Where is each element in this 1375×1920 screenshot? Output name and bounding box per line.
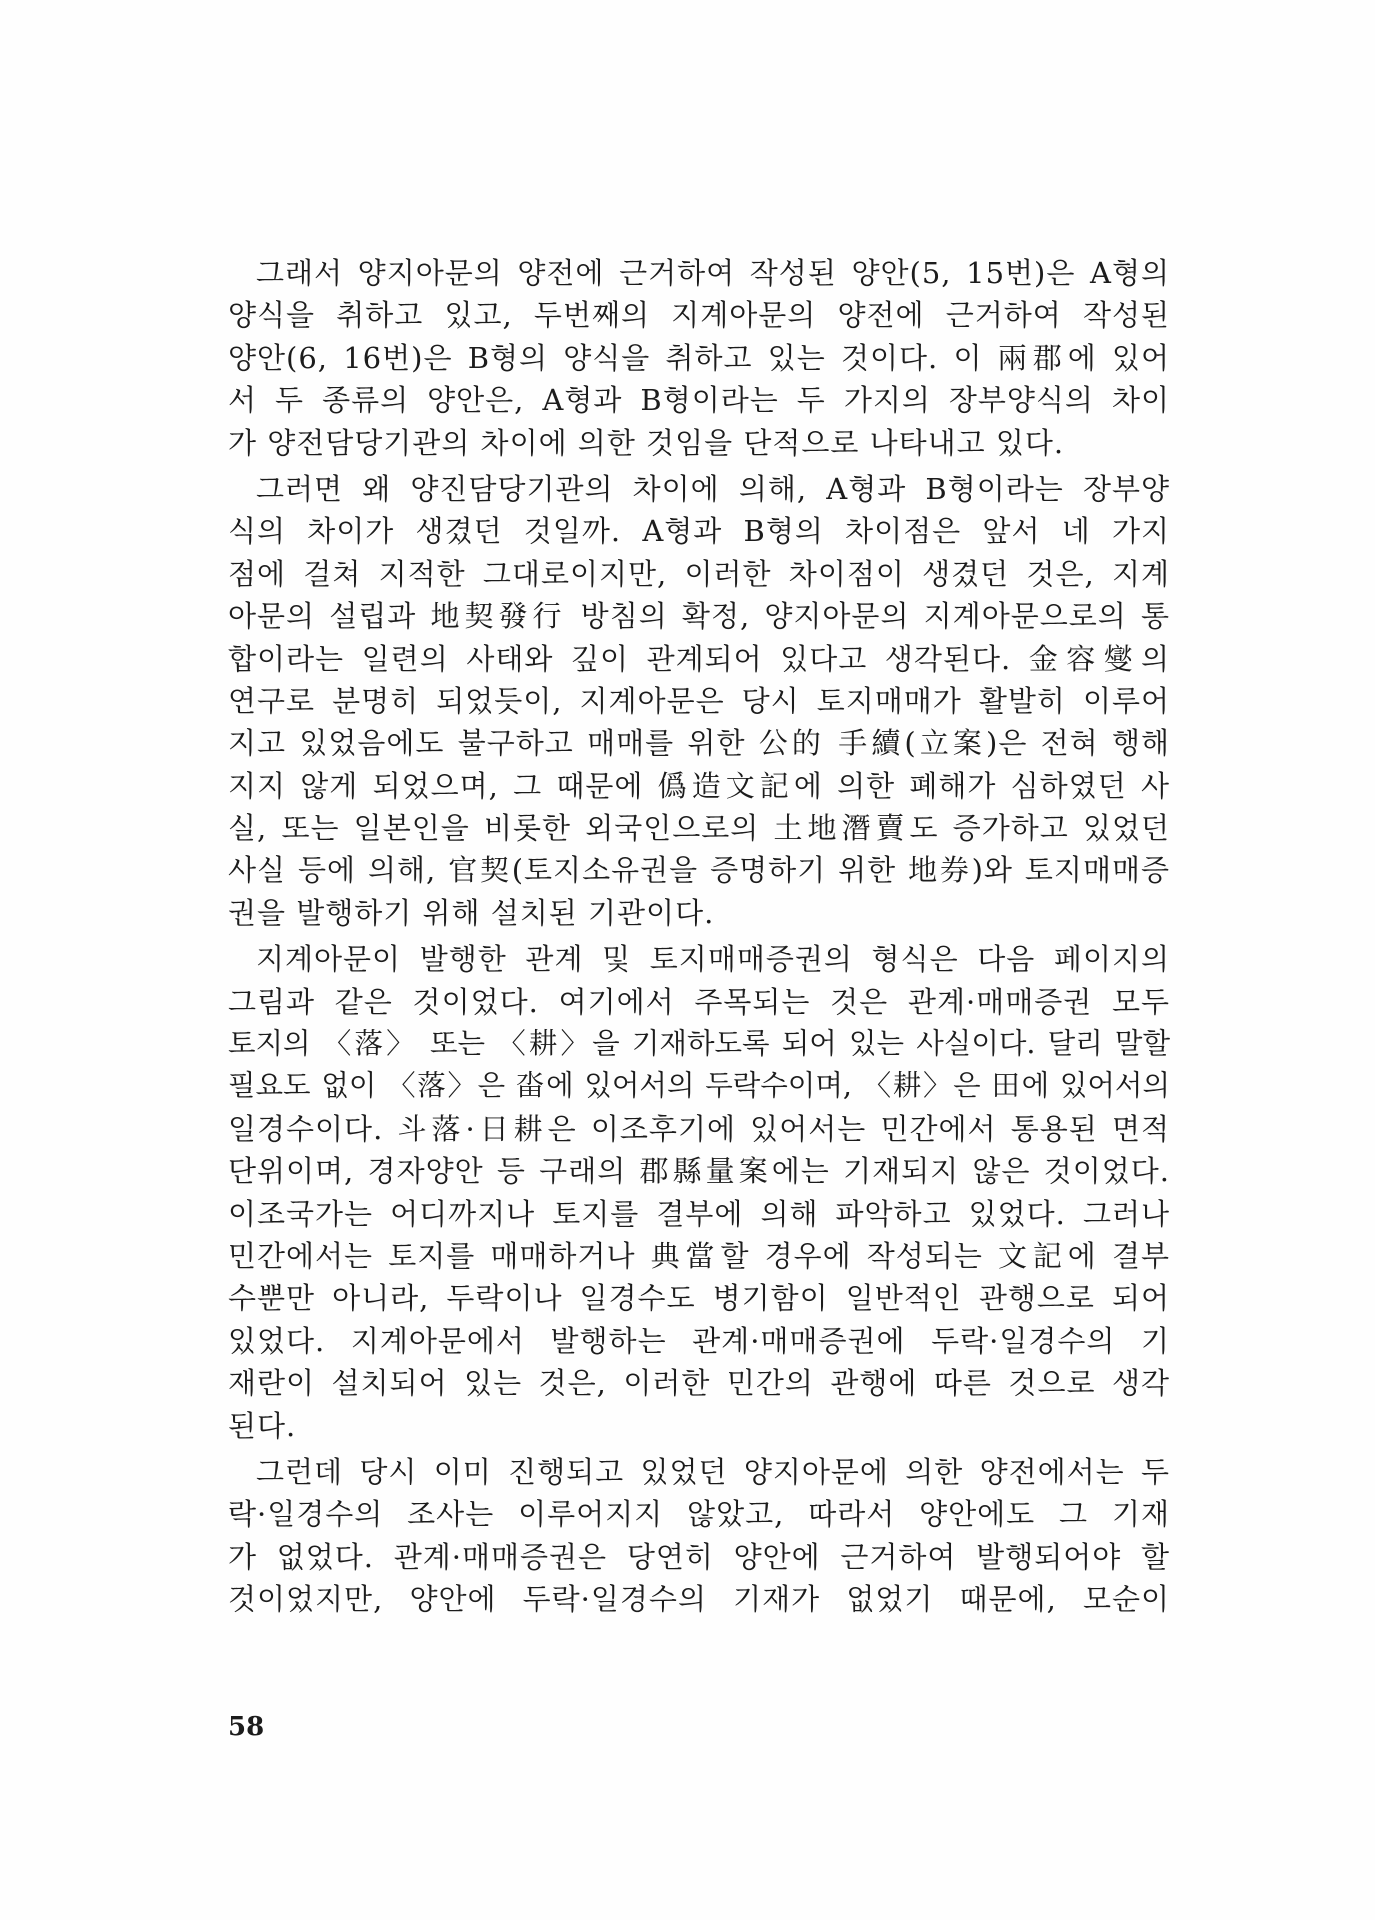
text-line: 양안(6, 16번)은 B형의 양식을 취하고 있는 것이다. 이 兩郡에 있어 [228,340,1170,375]
body-text [228,252,1170,1621]
text-line: 합이라는 일련의 사태와 깊이 관계되어 있다고 생각된다. 金容燮의 [228,641,1170,676]
text-line: 점에 걸쳐 지적한 그대로이지만, 이러한 차이점이 생겼던 것은, 지계 [228,556,1170,591]
text-line: 있었다. 지계아문에서 발행하는 관계·매매증권에 두락·일경수의 기 [228,1323,1170,1358]
text-line: 아문의 설립과 地契發行 방침의 확정, 양지아문의 지계아문으로의 통 [228,599,1170,634]
text-line: 것이었지만, 양안에 두락·일경수의 기재가 없었기 때문에, 모순이 [228,1582,1170,1617]
paragraph-3 [228,938,1170,1447]
text-line: 락·일경수의 조사는 이루어지지 않았고, 따라서 양안에도 그 기재 [228,1497,1170,1532]
text-line: 지지 않게 되었으며, 그 때문에 僞造文記에 의한 폐해가 심하였던 사 [228,768,1170,803]
text-line: 식의 차이가 생겼던 것일까. A형과 B형의 차이점은 앞서 네 가지 [228,514,1170,549]
text-line: 그래서 양지아문의 양전에 근거하여 작성된 양안(5, 15번)은 A형의 [256,256,1170,290]
text-line: 연구로 분명히 되었듯이, 지계아문은 당시 토지매매가 활발히 이루어 [228,683,1170,718]
text-line: 토지의 〈落〉 또는 〈耕〉을 기재하도록 되어 있는 사실이다. 달리 말할 [228,1027,1170,1061]
text-line: 수뿐만 아니라, 두락이나 일경수도 병기함이 일반적인 관행으로 되어 [228,1281,1170,1316]
text-line: 필요도 없이 〈落〉은 畓에 있어서의 두락수이며, 〈耕〉은 田에 있어서의 [228,1069,1170,1103]
text-line: 권을 발행하기 위해 설치된 기관이다. [228,895,715,930]
text-line: 재란이 설치되어 있는 것은, 이러한 민간의 관행에 따른 것으로 생각 [228,1366,1170,1401]
text-line: 된다. [228,1408,297,1443]
text-line: 사실 등에 의해, 官契(토지소유권을 증명하기 위한 地券)와 토지매매증 [228,853,1170,888]
text-line: 양식을 취하고 있고, 두번째의 지계아문의 양전에 근거하여 작성된 [228,298,1170,333]
text-line: 민간에서는 토지를 매매하거나 典當할 경우에 작성되는 文記에 결부 [228,1238,1170,1273]
text-line: 그림과 같은 것이었다. 여기에서 주목되는 것은 관계·매매증권 모두 [228,984,1170,1019]
text-line: 단위이며, 경자양안 등 구래의 郡縣量案에는 기재되지 않은 것이었다. [228,1154,1170,1189]
text-line: 지계아문이 발행한 관계 및 토지매매증권의 형식은 다음 페이지의 [256,942,1170,977]
paragraph-2 [228,468,1170,934]
text-line: 이조국가는 어디까지나 토지를 결부에 의해 파악하고 있었다. 그러나 [228,1196,1170,1231]
text-line: 가 양전담당기관의 차이에 의한 것임을 단적으로 나타내고 있다. [228,425,1065,460]
paragraph-4 [228,1451,1170,1621]
text-line: 그런데 당시 이미 진행되고 있었던 양지아문에 의한 양전에서는 두 [256,1454,1170,1489]
text-line: 지고 있었음에도 불구하고 매매를 위한 公的 手續(立案)은 전혀 행해 [228,726,1170,761]
text-line: 서 두 종류의 양안은, A형과 B형이라는 두 가지의 장부양식의 차이 [228,383,1170,418]
text-line: 가 없었다. 관계·매매증권은 당연히 양안에 근거하여 발행되어야 할 [228,1539,1170,1574]
text-line: 일경수이다. 斗落·日耕은 이조후기에 있어서는 민간에서 통용된 면적 [228,1111,1170,1146]
page-number: 58 [228,1712,265,1742]
text-line: 그러면 왜 양진담당기관의 차이에 의해, A형과 B형이라는 장부양 [256,471,1170,506]
paragraph-1 [228,252,1170,464]
text-line: 실, 또는 일본인을 비롯한 외국인으로의 土地潛賣도 증가하고 있었던 [228,811,1170,846]
